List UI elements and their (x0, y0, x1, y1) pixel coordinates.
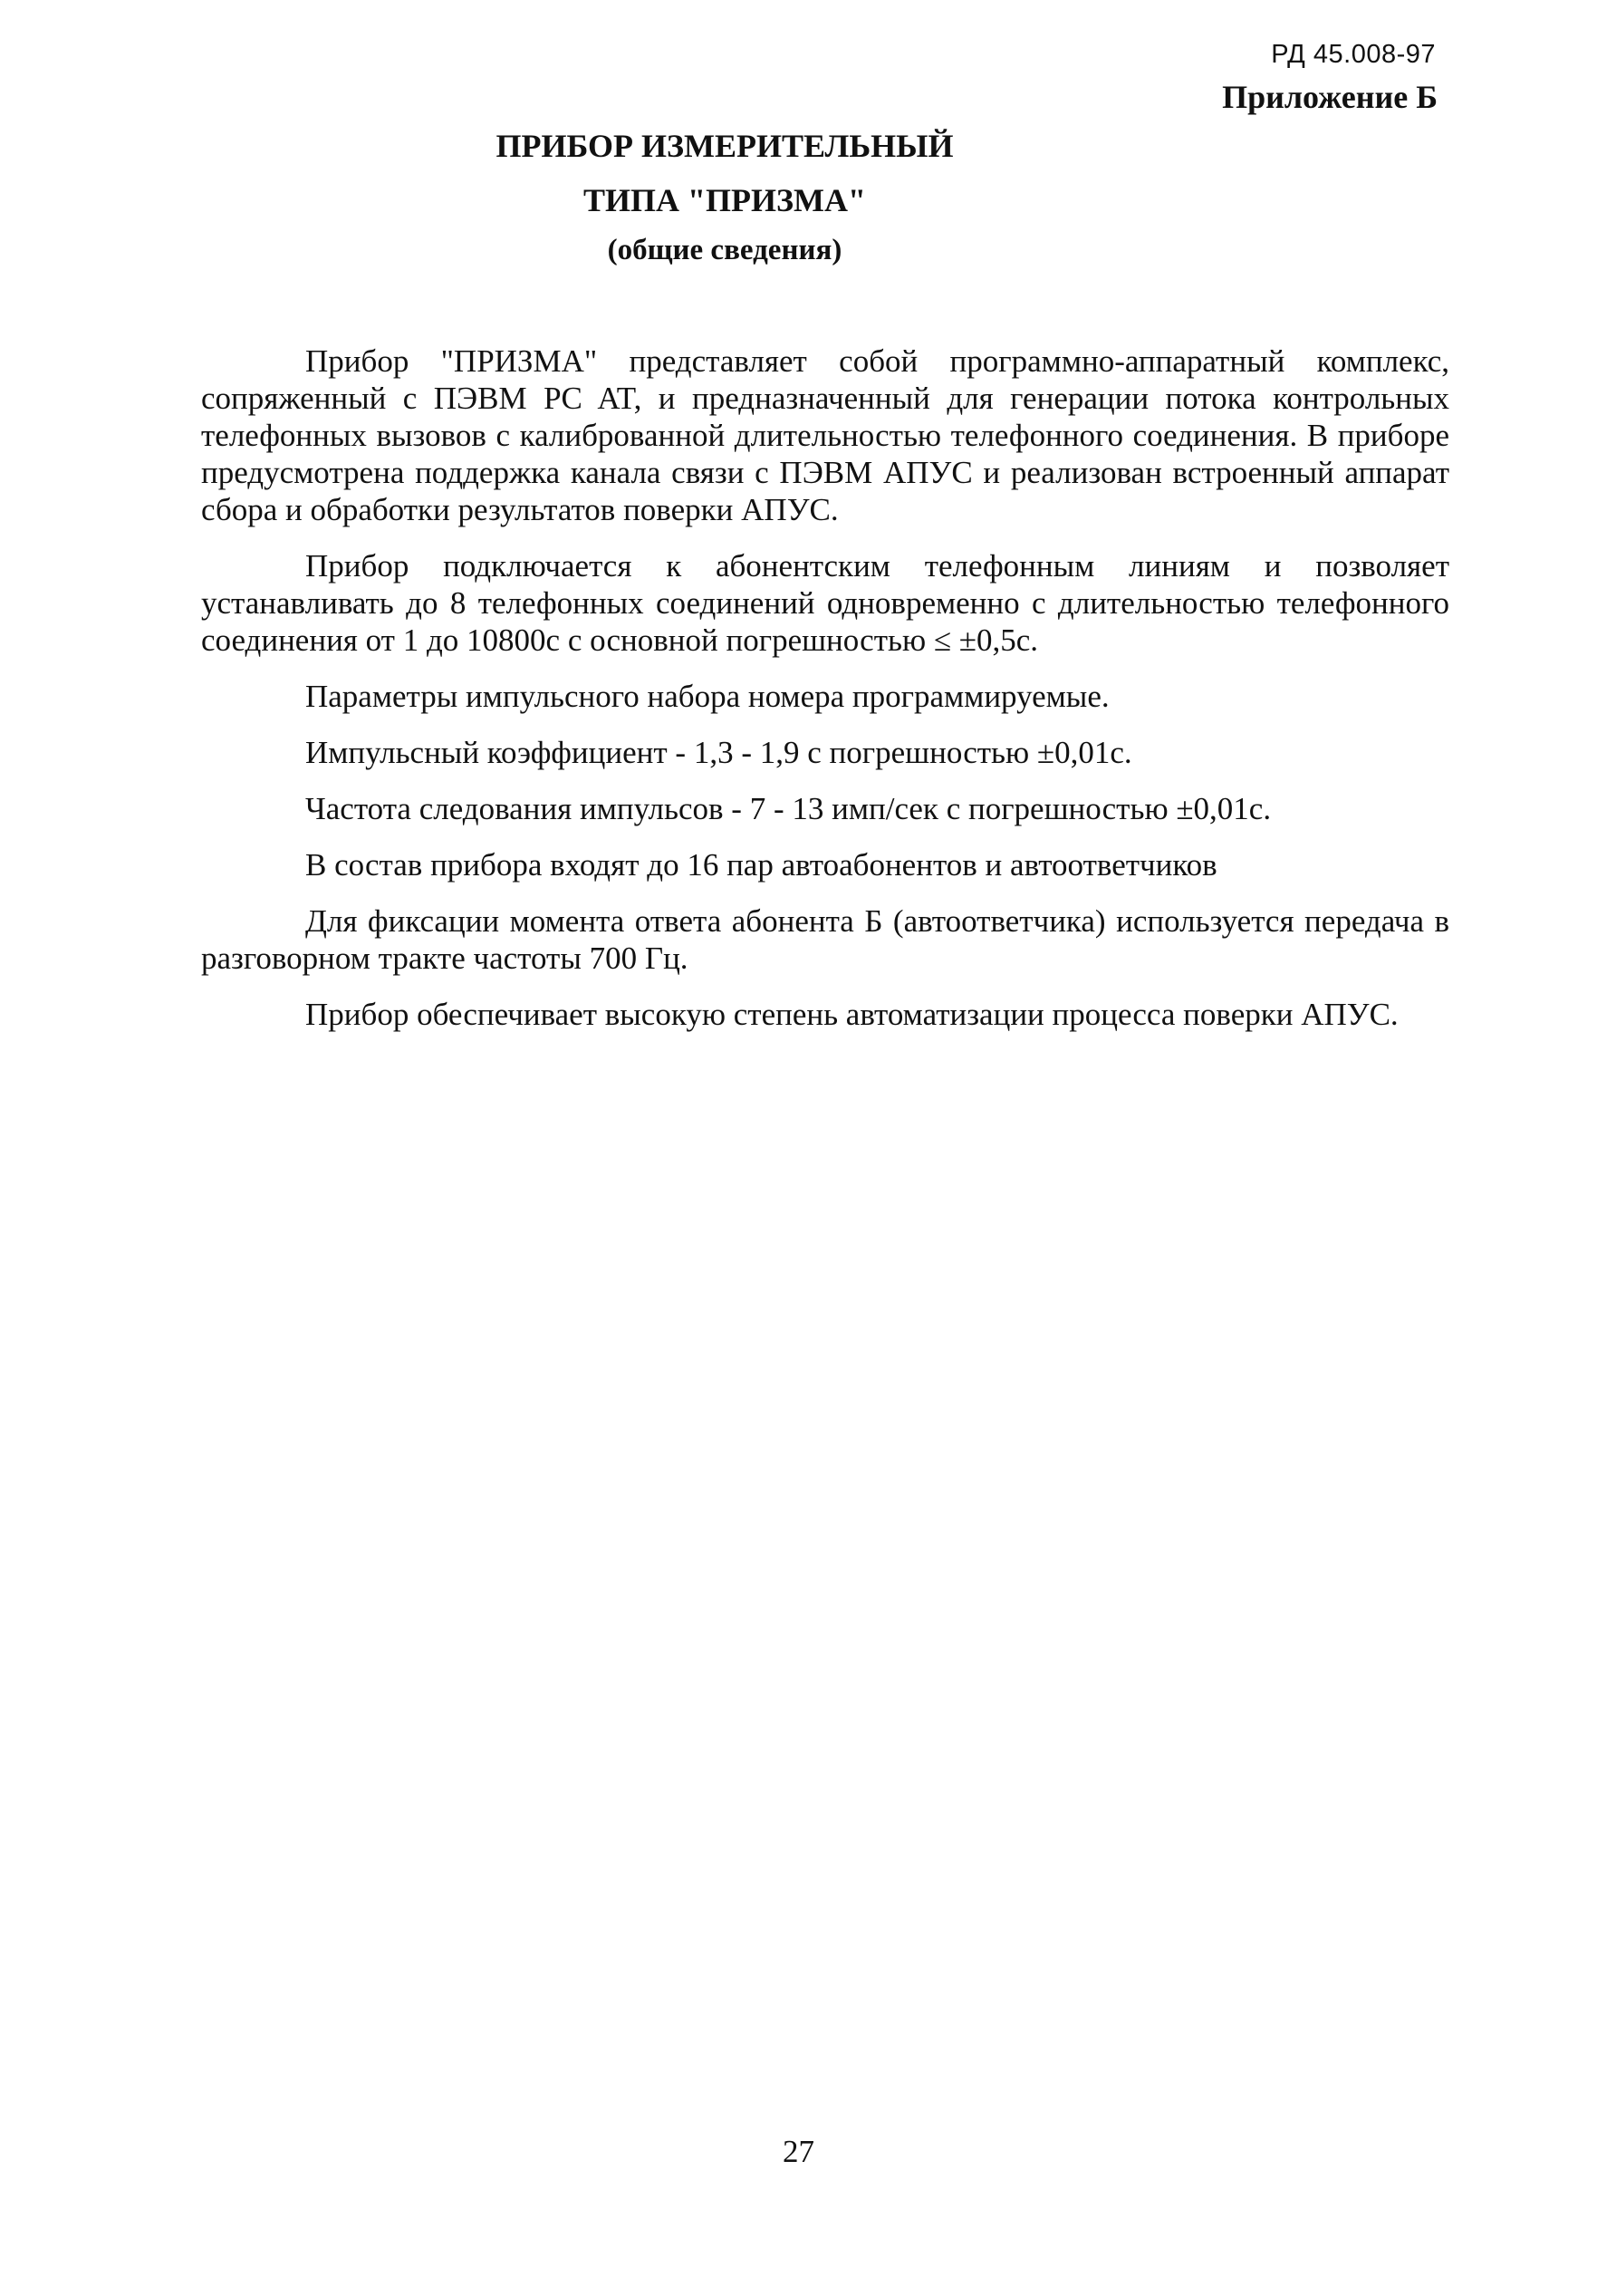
body-text (201, 342, 1449, 1052)
paragraph: Прибор подключается к абонентским телефонным линиям и позволяет устанавливать до 8 телефонных соединений одновременно с длительностью телефонного соединения от 1 до 10800с с основной погрешностью ≤ ±0,5с. (201, 548, 1449, 658)
title-line-1: ПРИБОР ИЗМЕРИТЕЛЬНЫЙ (495, 128, 954, 164)
paragraph: Частота следования импульсов - 7 - 13 имп/сек с погрешностью ±0,01с. (305, 791, 1272, 826)
paragraph: Для фиксации момента ответа абонента Б (автоответчика) используется передача в разговорном тракте частоты 700 Гц. (201, 903, 1449, 976)
page-number: 27 (783, 2134, 814, 2169)
paragraph: Параметры импульсного набора номера программируемые. (305, 679, 1110, 714)
appendix-label: Приложение Б (1222, 79, 1438, 115)
paragraph: Прибор "ПРИЗМА" представляет собой программно-аппаратный комплекс, сопряженный с ПЭВМ PC AT, и предназначенный для генерации потока контрольных телефонных вызовов с калиброванной длительностью телефонного соединения. В приборе предусмотрена поддержка канала связи с ПЭВМ АПУС и реализован встроенный аппарат сбора и обработки результатов поверки АПУС. (201, 343, 1449, 527)
paragraph: В состав прибора входят до 16 пар автоабонентов и автоответчиков (305, 847, 1217, 883)
title-subtitle: (общие сведения) (607, 234, 842, 266)
paragraph: Прибор обеспечивает высокую степень автоматизации процесса поверки АПУС. (305, 997, 1399, 1032)
paragraph: Импульсный коэффициент - 1,3 - 1,9 с погрешностью ±0,01с. (305, 735, 1132, 770)
title-line-2: ТИПА "ПРИЗМА" (583, 182, 866, 218)
document-code: РД 45.008-97 (1271, 40, 1436, 69)
